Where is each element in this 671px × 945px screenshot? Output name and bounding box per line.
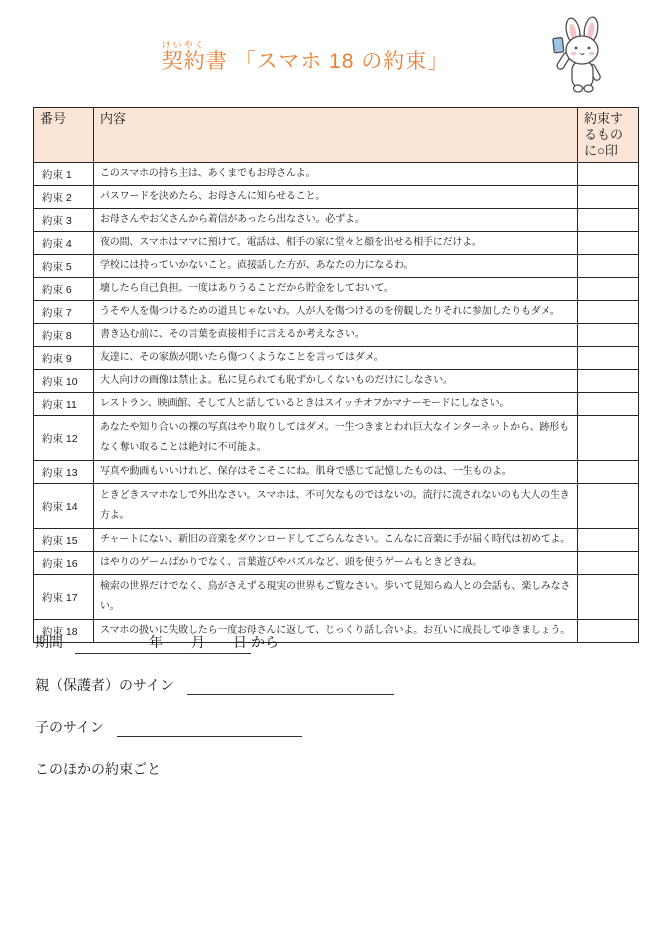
promise-number: 約束 7 — [34, 301, 94, 324]
promise-content: お母さんやお父さんから着信があったら出なさい。必ずよ。 — [94, 209, 578, 232]
parent-signature-line — [35, 675, 394, 695]
promise-content: チャートにない、新旧の音楽をダウンロードしてごらんなさい。こんなに音楽に手が届く時代は初めてよ。 — [94, 529, 578, 552]
mark-cell — [578, 484, 639, 529]
promise-number: 約束 16 — [34, 552, 94, 575]
mark-cell — [578, 370, 639, 393]
promise-number: 約束 4 — [34, 232, 94, 255]
promise-number: 約束 3 — [34, 209, 94, 232]
child-signature-line — [35, 717, 302, 737]
mark-cell — [578, 186, 639, 209]
mark-cell — [578, 552, 639, 575]
other-promises-label: このほかの約束ごと — [35, 761, 161, 777]
header-content: 内容 — [94, 108, 578, 163]
rabbit-with-smartphone-icon — [540, 10, 640, 100]
table-row — [34, 186, 639, 209]
table-row — [34, 232, 639, 255]
table-row — [34, 370, 639, 393]
child-signature-blank — [117, 720, 302, 737]
table-row — [34, 209, 639, 232]
promise-number: 約束 6 — [34, 278, 94, 301]
promise-content: 写真や動画もいいけれど、保存はそこそこにね。肌身で感じて記憶したものは、一生ものよ。 — [94, 461, 578, 484]
mark-cell — [578, 301, 639, 324]
mark-cell — [578, 575, 639, 620]
title-furigana: けいやく — [161, 40, 206, 50]
mark-cell — [578, 393, 639, 416]
promise-number: 約束 2 — [34, 186, 94, 209]
mark-cell — [578, 347, 639, 370]
period-blank: 年 月 日 — [75, 632, 251, 654]
table-row — [34, 529, 639, 552]
title-rest: 書 「スマホ 18 の約束」 — [205, 50, 450, 73]
mark-cell — [578, 278, 639, 301]
promise-content: うそや人を傷つけるための道具じゃないわ。人が人を傷つけるのを傍観したりそれに参加したりもダメ。 — [94, 301, 578, 324]
table-row — [34, 163, 639, 186]
table-row — [34, 461, 639, 484]
promise-number: 約束 5 — [34, 255, 94, 278]
promise-content: 友達に、その家族が聞いたら傷つくようなことを言ってはダメ。 — [94, 347, 578, 370]
promise-number: 約束 11 — [34, 393, 94, 416]
period-suffix: から — [251, 634, 279, 650]
promise-number: 約束 14 — [34, 484, 94, 529]
title-ruby-base: 契約 — [161, 50, 206, 73]
mark-cell — [578, 324, 639, 347]
mark-cell — [578, 416, 639, 461]
promise-number: 約束 17 — [34, 575, 94, 620]
table-row — [34, 301, 639, 324]
period-label: 期間 — [35, 634, 63, 650]
mark-cell — [578, 461, 639, 484]
mark-cell — [578, 620, 639, 643]
promise-content: 検索の世界だけでなく、鳥がさえずる現実の世界もご覧なさい。歩いて見知らぬ人との会話も、楽しみなさい。 — [94, 575, 578, 620]
promise-content: レストラン、映画館、そして人と話しているときはスイッチオフかマナーモードにしなさい。 — [94, 393, 578, 416]
table-row — [34, 575, 639, 620]
parent-signature-blank — [187, 678, 394, 695]
promise-number: 約束 1 — [34, 163, 94, 186]
mark-cell — [578, 232, 639, 255]
promise-content: 大人向けの画像は禁止よ。私に見られても恥ずかしくないものだけにしなさい。 — [94, 370, 578, 393]
mark-cell — [578, 209, 639, 232]
promise-content: ときどきスマホなしで外出なさい。スマホは、不可欠なものではないの。流行に流されないのも大人の生き方よ。 — [94, 484, 578, 529]
promise-content: 夜の間、スマホはママに預けて。電話は、相手の家に堂々と顔を出せる相手にだけよ。 — [94, 232, 578, 255]
promise-number: 約束 15 — [34, 529, 94, 552]
table-row — [34, 324, 639, 347]
promises-table — [33, 107, 639, 643]
period-line — [35, 632, 279, 654]
promise-number: 約束 13 — [34, 461, 94, 484]
promise-content: はやりのゲームばかりでなく、言葉遊びやパズルなど、頭を使うゲームもときどきね。 — [94, 552, 578, 575]
mark-cell — [578, 163, 639, 186]
promise-content: あなたや知り合いの裸の写真はやり取りしてはダメ。一生つきまとわれ巨大なインターネットから、跡形もなく奪い取ることは絶対に不可能よ。 — [94, 416, 578, 461]
table-row — [34, 278, 639, 301]
promise-number: 約束 10 — [34, 370, 94, 393]
table-row — [34, 416, 639, 461]
mark-cell — [578, 255, 639, 278]
promise-content: 書き込む前に、その言葉を直接相手に言えるか考えなさい。 — [94, 324, 578, 347]
table-row — [34, 552, 639, 575]
promise-content: スマホの扱いに失敗したら一度お母さんに返して、じっくり話し合いよ。お互いに成長してゆきましょう。 — [94, 620, 578, 643]
table-row — [34, 484, 639, 529]
table-row — [34, 393, 639, 416]
title-block — [0, 40, 611, 75]
promise-content: パスワードを決めたら、お母さんに知らせること。 — [94, 186, 578, 209]
child-signature-label: 子のサイン — [35, 719, 105, 735]
promise-number: 約束 18 — [34, 620, 94, 643]
page-title — [0, 40, 611, 75]
promise-content: 学校には持っていかないこと。直接話した方が、あなたの力になるわ。 — [94, 255, 578, 278]
promise-number: 約束 8 — [34, 324, 94, 347]
promise-content: このスマホの持ち主は、あくまでもお母さんよ。 — [94, 163, 578, 186]
header-number: 番号 — [34, 108, 94, 163]
table-row — [34, 347, 639, 370]
header-mark: 約束するものに○印 — [578, 108, 639, 163]
promise-content: 壊したら自己負担。一度はありうることだから貯金をしておいて。 — [94, 278, 578, 301]
promise-number: 約束 12 — [34, 416, 94, 461]
promise-number: 約束 9 — [34, 347, 94, 370]
table-row — [34, 255, 639, 278]
table-header-row — [34, 108, 639, 163]
parent-signature-label: 親（保護者）のサイン — [35, 677, 175, 693]
mark-cell — [578, 529, 639, 552]
